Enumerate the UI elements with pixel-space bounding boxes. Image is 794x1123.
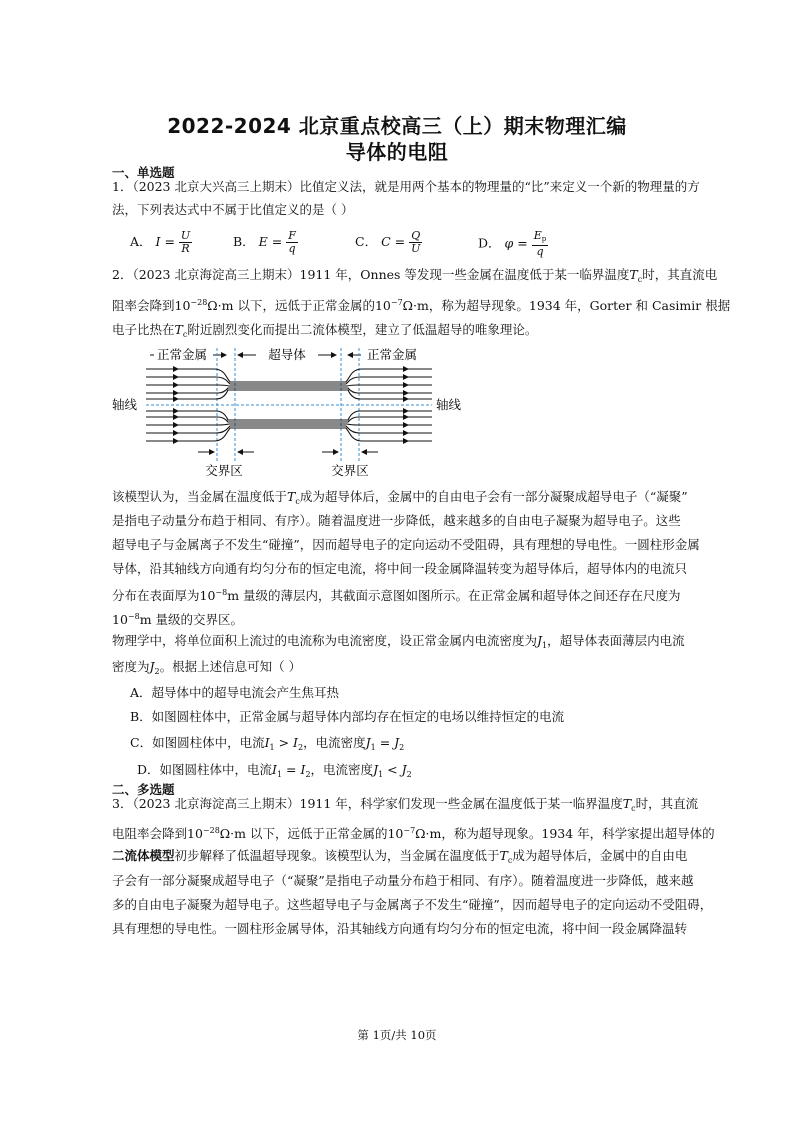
q1-option-b[interactable]: B． E = $\frac{F}{q}$ xyxy=(233,229,296,255)
q2-para-line3: 超导电子与金属离子不发生“碰撞”，因而超导电子的定向运动不受阻碍，具有理想的导电性。一圆柱形金属 xyxy=(112,537,700,552)
page-subtitle: 导体的电阻 xyxy=(345,140,449,164)
section-single-choice: 一、单选题 xyxy=(112,165,175,180)
q2-para-line6: $10^{-8}m$ 量级的交界区。 xyxy=(112,612,244,627)
q2-line3: 电子比热在$T_c$附近剧烈变化而提出二流体模型，建立了低温超导的唯象理论。 xyxy=(112,322,538,339)
q2-para-line2: 是指电子动量分布趋于相同、有序）。随着温度进一步降低，越来越多的自由电子凝聚为超导电子。这些 xyxy=(112,513,681,528)
label-axis-right: 轴线 xyxy=(436,397,462,412)
q2-para-line1: 该模型认为，当金属在温度低于$T_c$成为超导体后，金属中的自由电子会有一部分凝聚成超导电子（“凝聚” xyxy=(112,489,688,506)
q2-option-b[interactable]: B．如图圆柱体中，正常金属与超导体内部均存在恒定的电场以维持恒定的电流 xyxy=(130,709,565,724)
page-title: 2022-2024 北京重点校高三（上）期末物理汇编 xyxy=(167,114,627,138)
q2-para-line5: 分布在表面厚为$10^{-8}m$ 量级的薄层内，其截面示意图如图所示。在正常金属和超导体之间还存在尺度为 xyxy=(112,588,681,603)
q3-line4: 子会有一部分凝聚成超导电子（“凝聚”是指电子动量分布趋于相同、有序）。随着温度进一步降低，越来越 xyxy=(112,873,694,888)
q1-option-a[interactable]: A． I = $\frac{U}{R}$ xyxy=(130,229,191,255)
label-normal-metal-left: 正常金属 xyxy=(156,347,208,362)
q1-option-d[interactable]: D． φ = $\frac{Ep}{q}$ xyxy=(478,229,547,258)
q3-line2: 电阻率会降到$10^{-28}\Omega\cdot m$ 以下，远低于正常金属的$10^{-7}\Omega\cdot m$，称为超导现象。1934 年，科学家提出超导体的 xyxy=(112,826,715,841)
q3-line6: 具有理想的导电性。一圆柱形金属导体，沿其轴线方向通有均匀分布的恒定电流，将中间一段金属降温转 xyxy=(112,921,688,936)
q2-option-c[interactable]: C．如图圆柱体中，电流$I_1 > I_2$，电流密度$J_1 = J_2$ xyxy=(130,735,405,752)
section-multi-choice: 二、多选题 xyxy=(112,782,175,797)
q1-line1: 1．（2023 北京大兴高三上期末）比值定义法，就是用两个基本的物理量的“比”来定义一个新的物理量的方 xyxy=(112,179,700,194)
q3-line3: 二流体模型初步解释了低温超导现象。该模型认为，当金属在温度低于$T_c$成为超导体后，金属中的自由电 xyxy=(112,848,688,865)
q2-option-d[interactable]: D．如图圆柱体中，电流$I_1 = I_2$，电流密度$J_1 < J_2$ xyxy=(137,762,412,779)
label-boundary-left: 交界区 xyxy=(205,463,243,478)
q1-option-c[interactable]: C． C = $\frac{Q}{U}$ xyxy=(355,229,421,255)
q2-option-a[interactable]: A．超导体中的超导电流会产生焦耳热 xyxy=(130,685,340,700)
q2-line1: 2．（2023 北京海淀高三上期末）1911 年，Onnes 等发现一些金属在温度低于某一临界温度$T_c$时，其直流电 xyxy=(112,267,718,284)
q2-para2-line1: 物理学中，将单位面积上流过的电流称为电流密度，设正常金属内电流密度为$J_1$，超导体表面薄层内电流 xyxy=(112,633,685,650)
superconductor-figure xyxy=(110,344,470,484)
label-boundary-right: 交界区 xyxy=(331,463,369,478)
q2-para2-line2: 密度为$J_2$。根据上述信息可知（ ） xyxy=(112,659,302,676)
q1-line2: 法，下列表达式中不属于比值定义的是（ ） xyxy=(112,202,354,217)
q2-para-line4: 导体，沿其轴线方向通有均匀分布的恒定电流，将中间一段金属降温转变为超导体后，超导体内的电流只 xyxy=(112,561,688,576)
label-superconductor: 超导体 xyxy=(268,347,306,362)
label-axis-left: 轴线 xyxy=(112,397,138,412)
page-footer: 第 1页/共 10页 xyxy=(357,1028,437,1042)
q3-line5: 多的自由电子凝聚为超导电子。这些超导电子与金属离子不发生“碰撞”，因而超导电子的定向运动不受阻碍， xyxy=(112,897,713,912)
label-normal-metal-right: 正常金属 xyxy=(366,347,418,362)
q2-line2: 阻率会降到$10^{-28}\Omega\cdot m$ 以下，远低于正常金属的$10^{-7}\Omega\cdot m$，称为超导现象。1934 年，Gorter 和 Casimir 根据 xyxy=(112,298,731,313)
q3-line1: 3．（2023 北京海淀高三上期末）1911 年，科学家们发现一些金属在温度低于某一临界温度$T_c$时，其直流 xyxy=(112,796,699,813)
